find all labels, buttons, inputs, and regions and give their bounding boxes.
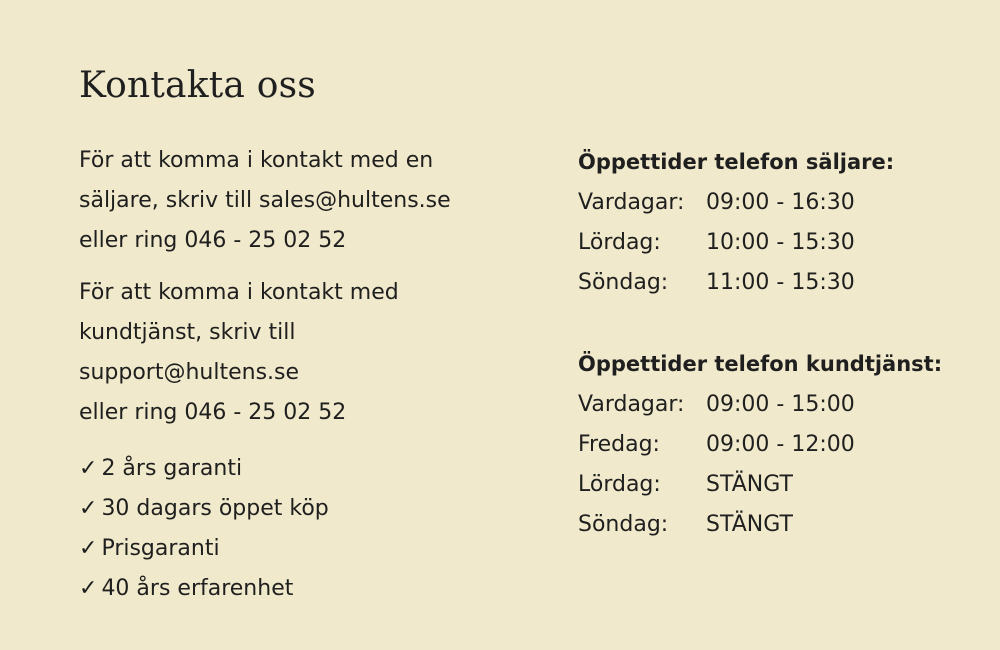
hours-row: [578, 223, 988, 263]
hours-time: STÄNGT: [706, 472, 793, 497]
feature-label: Prisgaranti: [101, 536, 220, 561]
checkmark-icon: ✓: [79, 496, 98, 521]
page-title: Kontakta oss: [79, 65, 316, 106]
checkmark-icon: ✓: [79, 456, 98, 481]
support-contact-paragraph: [79, 273, 519, 433]
feature-item: [79, 569, 519, 609]
support-hours-block: [578, 343, 988, 545]
hours-time: 09:00 - 15:00: [706, 392, 855, 417]
feature-item: [79, 449, 519, 489]
support-contact-line: För att komma i kontakt med: [79, 280, 399, 305]
feature-label: 40 års erfarenhet: [101, 576, 294, 601]
feature-item: [79, 489, 519, 529]
hours-row: [578, 425, 988, 465]
opening-hours-column: [578, 141, 988, 585]
hours-day: Vardagar:: [578, 392, 685, 417]
hours-row: [578, 465, 988, 505]
feature-list: [79, 449, 519, 609]
hours-row: [578, 183, 988, 223]
hours-time: 10:00 - 15:30: [706, 230, 855, 255]
sales-hours-title: Öppettider telefon säljare:: [578, 150, 895, 174]
sales-contact-line: För att komma i kontakt med en: [79, 148, 434, 173]
sales-hours-block: [578, 141, 988, 303]
support-contact-line: kundtjänst, skriv till: [79, 320, 296, 345]
hours-day: Lördag:: [578, 230, 661, 255]
hours-time: 09:00 - 16:30: [706, 190, 855, 215]
hours-day: Söndag:: [578, 512, 669, 537]
checkmark-icon: ✓: [79, 576, 98, 601]
feature-label: 30 dagars öppet köp: [101, 496, 329, 521]
sales-contact-line: eller ring 046 - 25 02 52: [79, 228, 347, 253]
sales-contact-line: säljare, skriv till sales@hultens.se: [79, 188, 451, 213]
hours-day: Söndag:: [578, 270, 669, 295]
feature-label: 2 års garanti: [101, 456, 243, 481]
contact-info-column: [79, 141, 519, 609]
hours-day: Vardagar:: [578, 190, 685, 215]
sales-contact-paragraph: [79, 141, 519, 261]
hours-row: [578, 263, 988, 303]
hours-row: [578, 505, 988, 545]
support-contact-line: support@hultens.se: [79, 360, 300, 385]
hours-day: Fredag:: [578, 432, 660, 457]
hours-time: 11:00 - 15:30: [706, 270, 855, 295]
hours-time: 09:00 - 12:00: [706, 432, 855, 457]
feature-item: [79, 529, 519, 569]
support-contact-line: eller ring 046 - 25 02 52: [79, 400, 347, 425]
support-hours-title: Öppettider telefon kundtjänst:: [578, 352, 943, 376]
hours-row: [578, 385, 988, 425]
checkmark-icon: ✓: [79, 536, 98, 561]
hours-time: STÄNGT: [706, 512, 793, 537]
hours-day: Lördag:: [578, 472, 661, 497]
